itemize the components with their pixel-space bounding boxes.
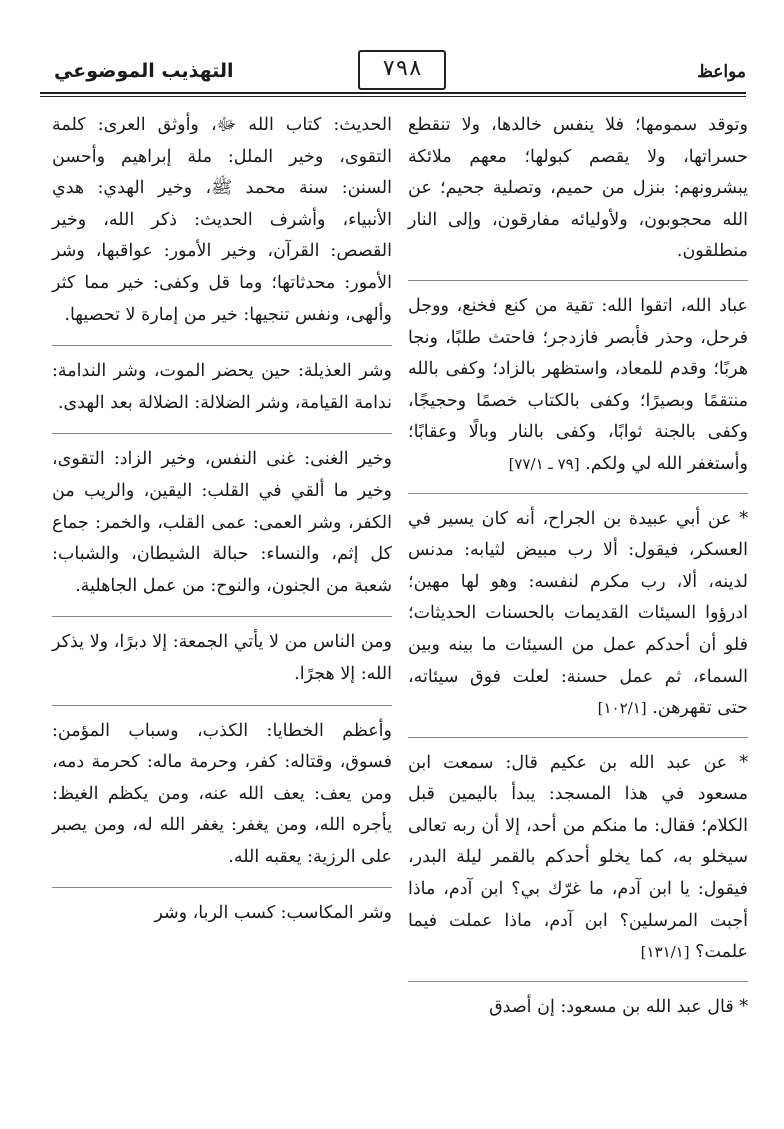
paragraph-divider [408, 280, 748, 281]
left-column [52, 110, 392, 944]
paragraph: وأعظم الخطايا: الكذب، وسباب المؤمن: فسوق، وقتاله: كفر، وحرمة ماله: كحرمة دمه، ومن يعف: يعف الله عنه، ومن يكظم الغيظ: يأجره الله، ومن يغفر: يغفر الله له، ومن يصبر على الرزية: يعقبه الله. [52, 720, 392, 867]
paragraph-divider [52, 345, 392, 346]
citation: [١٠٢/١] [597, 699, 647, 718]
citation: [١٣١/١] [640, 943, 690, 962]
page-number: ٧٩٨ [358, 50, 446, 90]
paragraph: وشر العذيلة: حين يحضر الموت، وشر الندامة: ندامة القيامة، وشر الضلالة: الضلالة بعد الهدى. [52, 361, 392, 413]
paragraph-divider [408, 981, 748, 982]
right-column [408, 110, 748, 1035]
paragraph-divider [52, 705, 392, 706]
paragraph: وشر المكاسب: كسب الربا، وشر [154, 903, 392, 924]
paragraph: عباد الله، اتقوا الله: تقية من كنع فخنع، ووجل فرحل، وحذر فأبصر فازدجر؛ فاحتث طلبًا، ونجا هربًا؛ وقدم للمعاد، واستظهر بالزاد؛ وكفى بالله منتقمًا وبصيرًا؛ وكفى بالكتاب خصمًا وحجيجًا، وكفى بالجنة ثوابًا، وكفى بالنار وبالًا وعقابًا؛ وأستغفر الله لي ولكم. [٧٩ ـ ٧٧/١] [408, 295, 748, 474]
paragraph: * قال عبد الله بن مسعود: إن أصدق [489, 996, 748, 1017]
paragraph-divider [52, 433, 392, 434]
paragraph: وخير الغنى: غنى النفس، وخير الزاد: التقوى، وخير ما ألقي في القلب: اليقين، والريب من الكفر، وشر العمى: عمى القلب، والخمر: جماع كل إثم، والنساء: حبالة الشيطان، والشباب: شعبة من الجنون، والنوح: من عمل الجاهلية. [52, 449, 392, 596]
page-header [40, 40, 746, 100]
paragraph: الحديث: كتاب الله ﷻ، وأوثق العرى: كلمة التقوى، وخير الملل: ملة إبراهيم وأحسن السنن: سنة محمد ﷺ، وخير الهدي: هدي الأنبياء، وأشرف الحديث: ذكر الله، وخير القصص: القرآن، وخير الأمور: عواقبها، وشر الأمور: محدثاتها؛ وما قل وكفى: خير مما كثر وألهى، ونفس تنجيها: خير من إمارة لا تحصيها. [52, 115, 392, 325]
paragraph-divider [52, 616, 392, 617]
paragraph-divider [52, 887, 392, 888]
paragraph-divider [408, 737, 748, 738]
book-title: التهذيب الموضوعي [54, 60, 234, 82]
paragraph-divider [408, 493, 748, 494]
paragraph: * عن أبي عبيدة بن الجراح، أنه كان يسير في العسكر، فيقول: ألا رب مبيض لثيابه: مدنس لدينه، ألا، رب مكرم لنفسه: وهو لها مهين؛ ادرؤوا السيئات القديمات بالحسنات الحديثات؛ فلو أن أحدكم عمل من السيئات ما بينه وبين السماء، ثم عمل حسنة: لعلت فوق سيئاته، حتى تقهرهن. [١٠٢/١] [408, 508, 748, 719]
chapter-title: مواعظ [697, 62, 746, 82]
paragraph: وتوقد سمومها؛ فلا ينفس خالدها، ولا تنقطع حسراتها، ولا يقصم كبولها؛ معهم ملائكة يبشرونهم: بنزل من حميم، وتصلية جحيم؛ عن الله محجوبون، ولأوليائه مفارقون، وإلى النار منطلقون. [408, 115, 748, 262]
header-rule-thin [40, 96, 746, 97]
paragraph: ومن الناس من لا يأتي الجمعة: إلا دبرًا، ولا يذكر الله: إلا هجرًا. [52, 632, 392, 684]
header-rule [40, 92, 746, 94]
citation: [٧٩ ـ ٧٧/١] [508, 454, 580, 473]
paragraph: * عن عبد الله بن عكيم قال: سمعت ابن مسعود في هذا المسجد: يبدأ باليمين قبل الكلام؛ فقال: ما منكم من أحد، إلا أن ربه تعالى سيخلو به، كما يخلو أحدكم بالقمر ليلة البدر، فيقول: يا ابن آدم، ما غرّك بي؟ ابن آدم، ماذا أجبت المرسلين؟ ابن آدم، ماذا عملت فيما علمت؟ [١٣١/١] [408, 752, 748, 963]
